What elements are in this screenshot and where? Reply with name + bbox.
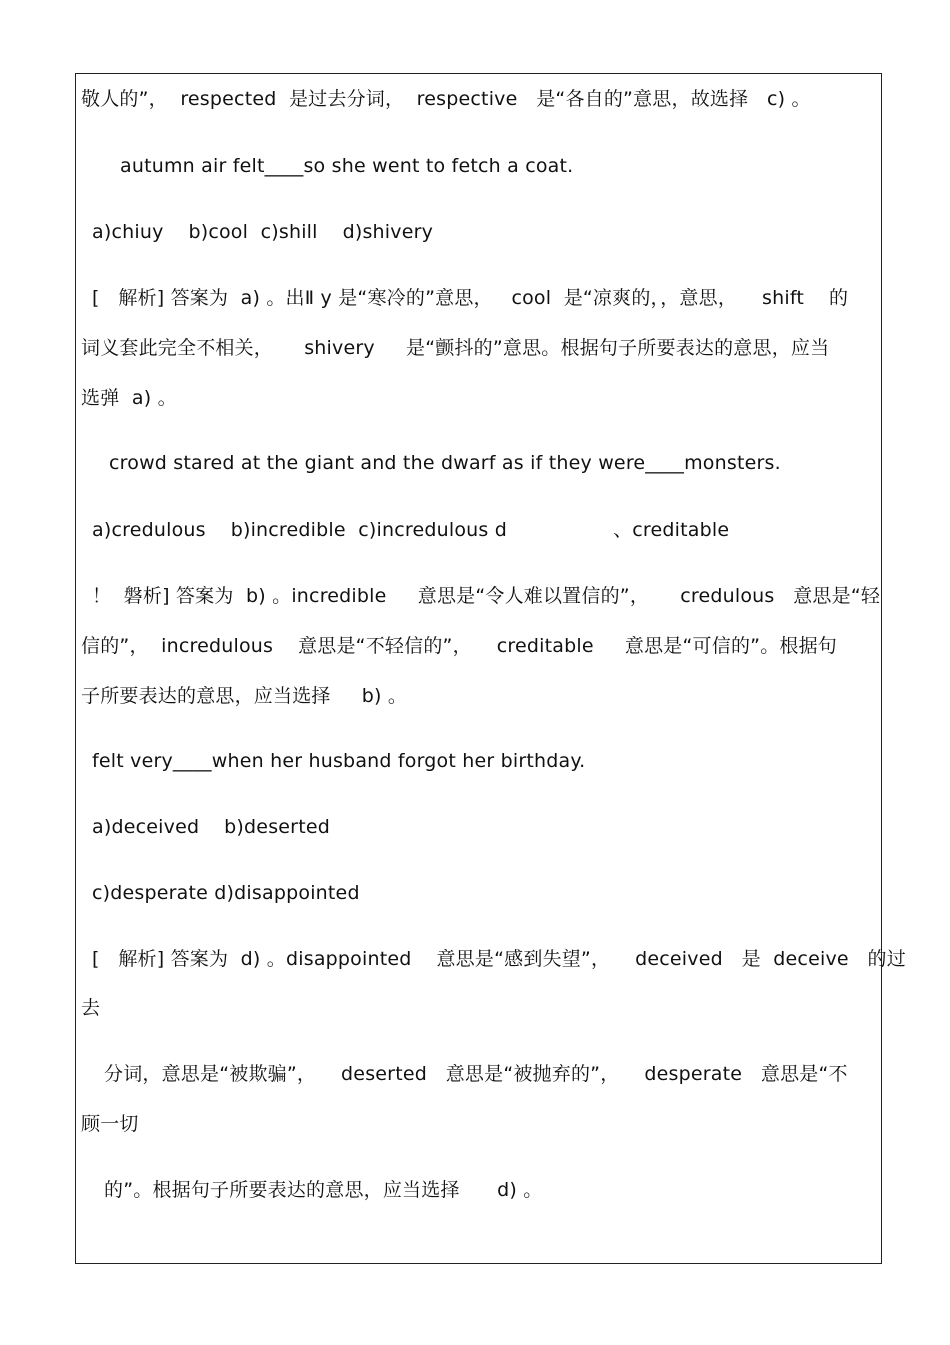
- analysis-3-line-4: 顾一切: [81, 1113, 139, 1135]
- analysis-2-line-1: ！ 磐析] 答案为 b) 。incredible 意思是“令人难以置信的”， credulous 意思是“轻: [92, 585, 881, 607]
- text-line-1: 敬人的”， respected 是过去分词， respective 是“各自的”意思，故选择 c) 。: [81, 88, 811, 110]
- analysis-3-line-2: 去: [81, 997, 101, 1019]
- options-3a: a)deceived b)deserted: [92, 816, 330, 838]
- analysis-2-line-2: 信的”， incredulous 意思是“不轻信的”， creditable 意思是“可信的”。根据句: [81, 635, 837, 657]
- question-3: felt very____when her husband forgot her birthday.: [92, 750, 586, 772]
- analysis-1-line-2: 词义套此完全不相关， shivery 是“颤抖的”意思。根据句子所要表达的意思，应当: [81, 337, 830, 359]
- analysis-3-line-5: 的”。根据句子所要表达的意思，应当选择 d) 。: [104, 1179, 543, 1201]
- options-1: a)chiuy b)cool c)shill d)shivery: [92, 221, 434, 243]
- question-1: autumn air felt____so she went to fetch a coat.: [120, 155, 574, 177]
- analysis-3-line-3: 分词，意思是“被欺骗”， deserted 意思是“被抛弃的”， desperate 意思是“不: [104, 1063, 848, 1085]
- analysis-1-line-1: [ 解析] 答案为 a) 。出Ⅱ y 是“寒冷的”意思， cool 是“凉爽的，，意思， shift 的: [92, 287, 849, 309]
- question-2: crowd stared at the giant and the dwarf as if they were____monsters.: [109, 452, 781, 474]
- analysis-1-line-3: 选弹 a) 。: [81, 387, 177, 409]
- analysis-2-line-3: 子所要表达的意思，应当选择 b) 。: [81, 685, 408, 707]
- options-2: a)credulous b)incredible c)incredulous d 、creditable: [92, 519, 730, 541]
- analysis-3-line-1: [ 解析] 答案为 d) 。disappointed 意思是“感到失望”， deceived 是 deceive 的过: [92, 948, 906, 970]
- options-3b: c)desperate d)disappointed: [92, 882, 360, 904]
